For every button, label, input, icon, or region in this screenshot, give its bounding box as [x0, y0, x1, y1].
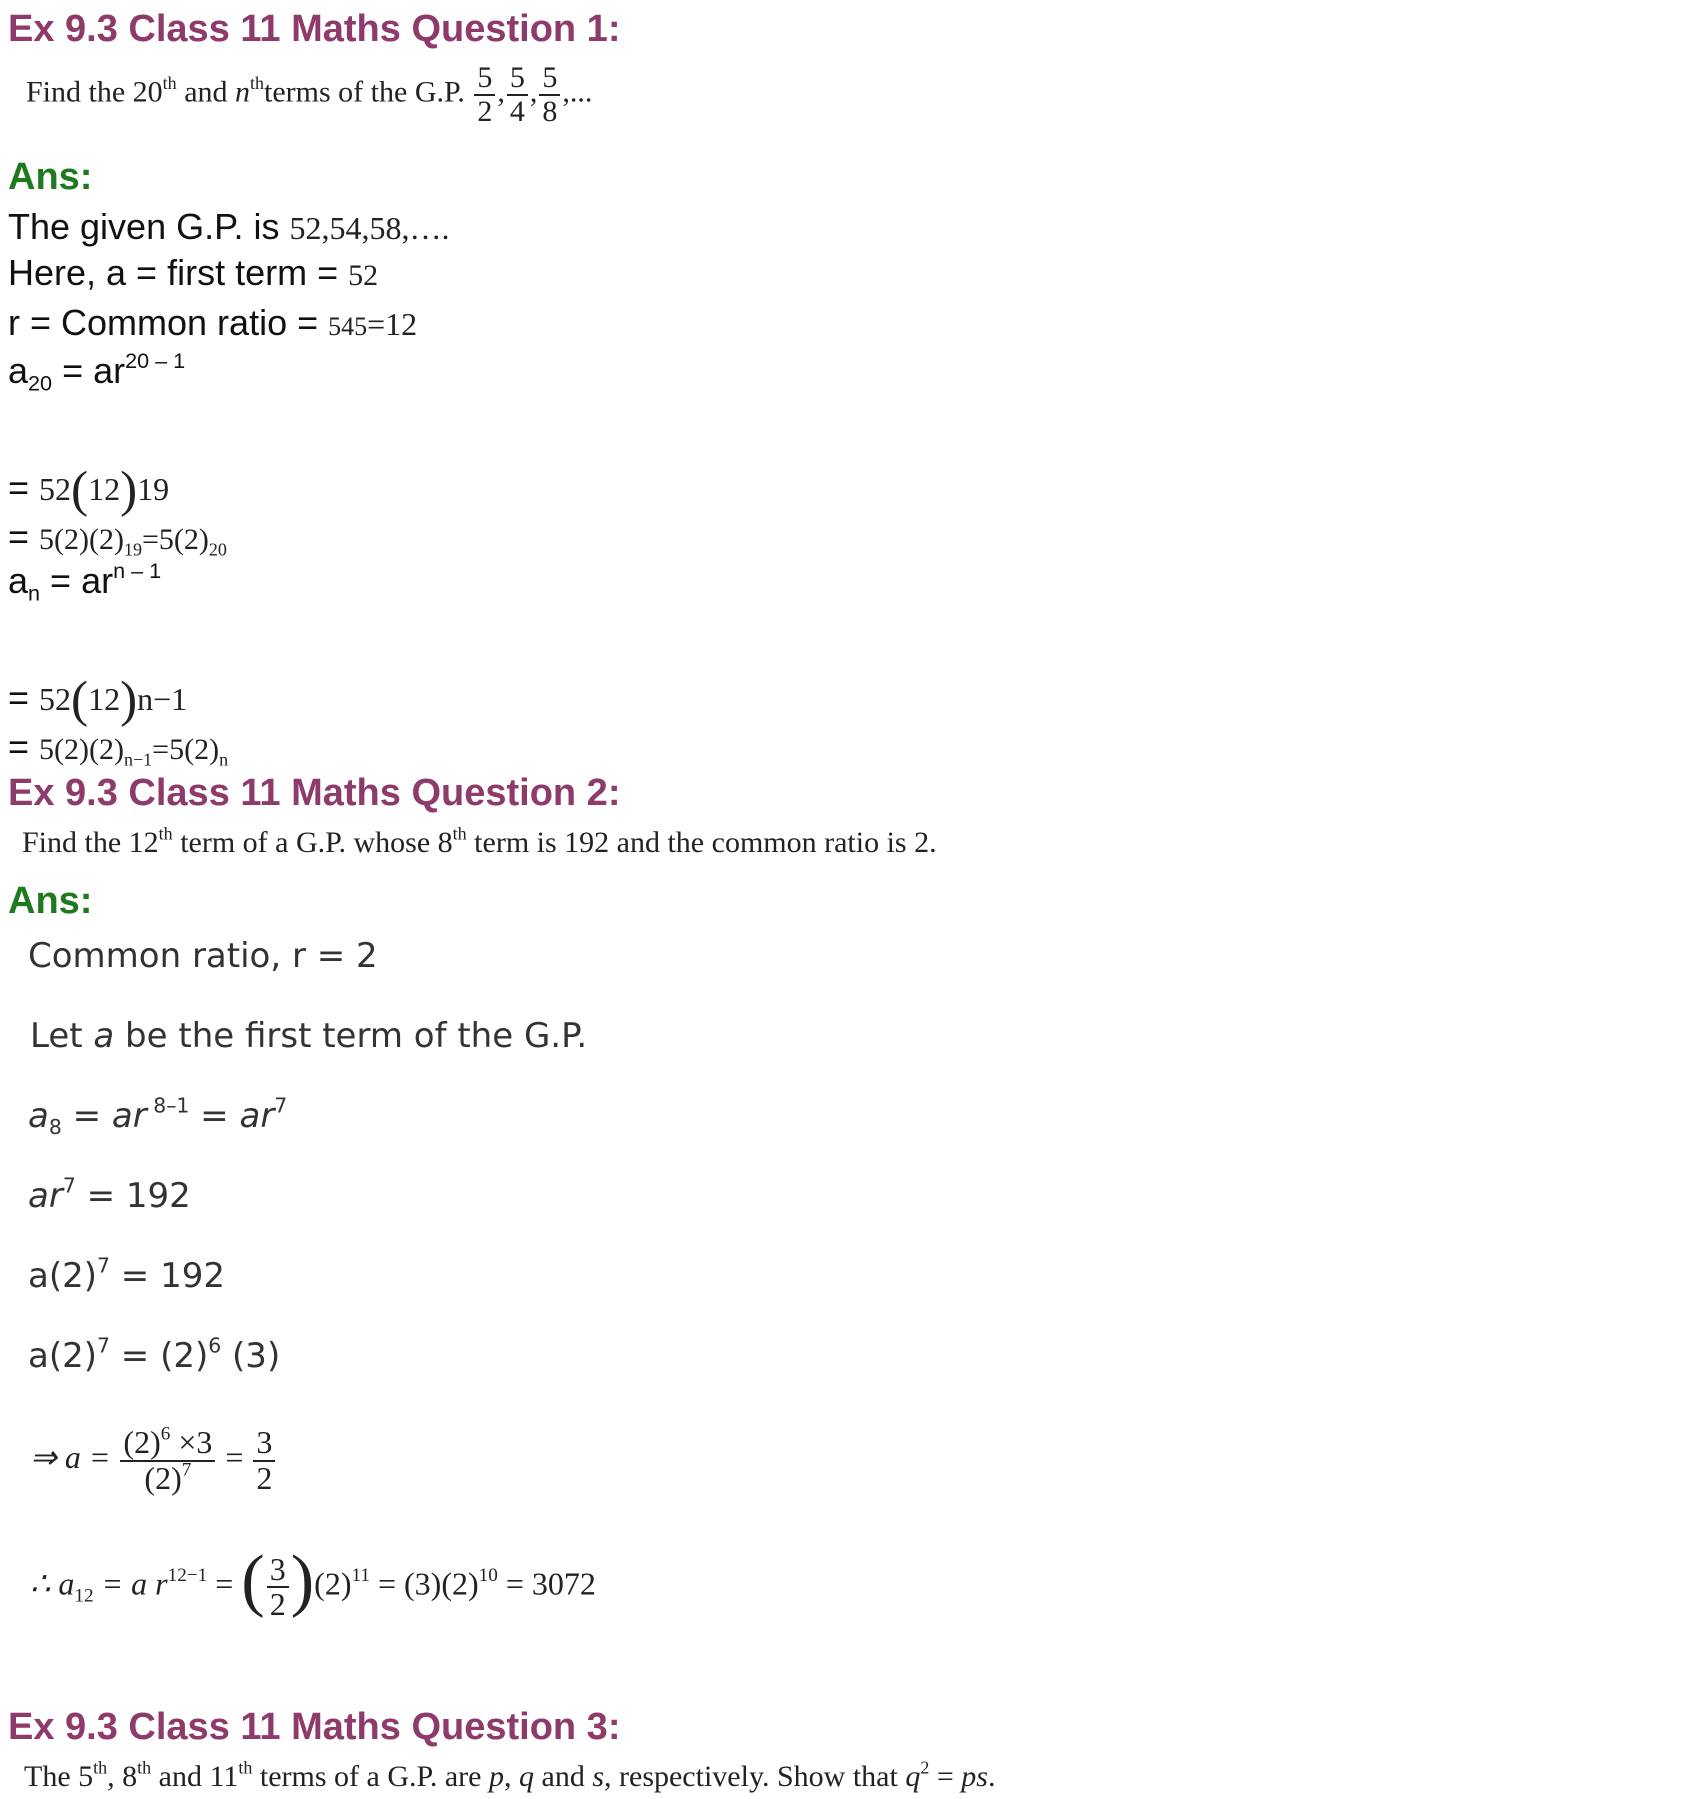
line-math: $5(2)(2)_{n-1}=5(2)_n$: [39, 733, 229, 770]
answer-2-line-5: [28, 1253, 225, 1296]
line-math: $5(2)(2)_{19}=5(2)_{20}$: [39, 523, 227, 560]
q3-text-part: =: [929, 1760, 962, 1793]
question-3-heading: Ex 9.3 Class 11 Maths Question 3:: [8, 1706, 621, 1748]
line-text: a(2): [28, 1336, 97, 1376]
line-sup: 20 – 1: [125, 347, 186, 373]
q1-sup: th: [162, 72, 177, 93]
q3-sup: th: [137, 1757, 152, 1778]
line-math: 52(12)n−1: [39, 671, 188, 728]
q3-text-part: , 8: [107, 1760, 138, 1793]
q1-tail: ,...: [562, 75, 593, 109]
q1-sep: ,: [497, 75, 505, 109]
q3-text-part: .: [987, 1760, 996, 1793]
line-math: =12: [367, 306, 418, 342]
answer-label-1: Ans:: [8, 156, 93, 198]
line-text: =: [217, 1438, 252, 1475]
line-text: =: [207, 1565, 242, 1602]
line-text: a(2): [28, 1256, 97, 1296]
close-paren: ): [290, 1541, 315, 1619]
line-math: 52,54,58,….: [289, 210, 450, 246]
line-math: 52(12)19: [39, 461, 170, 518]
line-math: 545: [328, 312, 368, 341]
line-sup: 7: [274, 1093, 288, 1118]
line-sup: 8–1: [146, 1093, 190, 1118]
answer-2-line-2: [30, 1016, 587, 1056]
q2-sup: th: [452, 823, 467, 844]
line-text: =: [8, 726, 40, 767]
answer-2-line-4: [28, 1173, 191, 1216]
answer-2-line-1: Common ratio, r = 2: [28, 936, 378, 976]
line-sup: n – 1: [113, 557, 162, 583]
line-text: =: [8, 676, 40, 718]
line-text: = 3072: [497, 1565, 596, 1602]
q3-sup: 2: [920, 1757, 930, 1778]
line-text: a: [8, 350, 29, 391]
line-text: The given G.P. is: [8, 206, 290, 247]
line-text: r = Common ratio =: [8, 302, 329, 343]
line-sup: 11: [351, 1565, 370, 1587]
q3-sup: th: [238, 1757, 253, 1778]
answer-1-line-4: [8, 347, 186, 396]
answer-1-line-9: [8, 726, 228, 768]
q2-text-part: Find the 12: [22, 826, 159, 859]
q1-var-n: n: [235, 75, 251, 109]
q2-text-part: term is 192 and the common ratio is 2.: [466, 826, 937, 859]
q1-text-part: terms of the G.P.: [264, 75, 473, 109]
answer-1-line-1: [8, 206, 449, 248]
line-text: = 192: [75, 1176, 191, 1216]
line-sup: 6: [208, 1333, 222, 1358]
q3-var: ps: [961, 1760, 988, 1793]
line-text: =: [8, 516, 40, 557]
q2-sup: th: [158, 823, 173, 844]
gp-fraction-1: $\frac{5}{2}$: [474, 62, 495, 127]
line-sub: 20: [28, 370, 53, 396]
question-1-text: [26, 62, 592, 127]
line-text: = (3)(2): [369, 1565, 479, 1602]
line-text: = ar: [61, 1096, 147, 1136]
q3-var: s: [592, 1760, 605, 1793]
line-text: be the first term of the G.P.: [114, 1016, 588, 1056]
fraction-a: $\frac{(2)^6 \times 3}{(2)^7}$: [120, 1426, 215, 1495]
q1-sep: ,: [529, 75, 538, 109]
line-text: ⇒ a =: [30, 1438, 119, 1475]
line-sub: n: [28, 580, 41, 606]
line-sup: 7: [97, 1333, 110, 1358]
answer-2-line-7: [30, 1423, 277, 1496]
line-text: = 192: [109, 1256, 225, 1296]
line-text: =: [8, 466, 40, 508]
question-2-heading: Ex 9.3 Class 11 Maths Question 2:: [8, 772, 621, 814]
line-text: = ar: [189, 1096, 275, 1136]
q3-var: p: [489, 1760, 504, 1793]
q3-text-part: The 5: [24, 1760, 94, 1793]
line-var: a: [28, 1096, 49, 1136]
line-text: a: [8, 560, 29, 601]
q3-text-part: terms of a G.P. are: [252, 1760, 489, 1793]
q1-sup: th: [250, 72, 265, 93]
line-sup: 7: [97, 1253, 110, 1278]
q3-text-part: , respectively. Show that: [604, 1760, 906, 1793]
line-text: = ar: [40, 560, 114, 601]
open-paren: (: [241, 1541, 265, 1619]
fraction-three-halves: $\frac{3}{2}$: [267, 1553, 289, 1622]
q1-text-part: and: [176, 75, 236, 109]
line-text: = a r: [93, 1565, 168, 1602]
answer-1-line-2: [8, 252, 378, 294]
line-text: ∴ a: [30, 1565, 75, 1602]
gp-fraction-2: $\frac{5}{4}$: [507, 62, 528, 127]
question-3-text: [24, 1757, 996, 1794]
answer-1-line-8: [8, 670, 187, 729]
q3-text-part: and 11: [151, 1760, 239, 1793]
question-2-text: [22, 823, 937, 860]
line-text: (3): [221, 1336, 281, 1376]
q3-text-part: and: [534, 1760, 593, 1793]
answer-2-line-6: [28, 1333, 281, 1376]
line-text: = ar: [52, 350, 126, 391]
question-1-heading: Ex 9.3 Class 11 Maths Question 1:: [8, 8, 621, 50]
q2-text-part: term of a G.P. whose 8: [172, 826, 453, 859]
line-sup: 12−1: [167, 1565, 208, 1587]
line-text: Let: [30, 1016, 94, 1056]
line-text: Here, a = first term =: [8, 252, 349, 293]
answer-2-line-3: [28, 1093, 288, 1140]
answer-1-line-5: [8, 460, 169, 519]
answer-1-line-3: [8, 302, 417, 344]
answer-1-line-6: [8, 516, 227, 558]
answer-1-line-7: [8, 557, 162, 606]
answer-2-line-8: [30, 1540, 596, 1622]
q3-var: q: [905, 1760, 921, 1793]
line-text: = (2): [109, 1336, 209, 1376]
q3-var: q: [519, 1760, 534, 1793]
line-sub: 8: [48, 1115, 62, 1140]
line-var: a: [93, 1016, 115, 1056]
fraction-result: $\frac{3}{2}$: [253, 1426, 275, 1495]
line-sup: 10: [478, 1565, 498, 1587]
answer-label-2: Ans:: [8, 880, 93, 922]
q1-text-part: Find the 20: [26, 75, 163, 109]
line-sup: 7: [62, 1173, 76, 1198]
gp-fraction-3: $\frac{5}{8}$: [539, 62, 560, 127]
q3-sup: th: [93, 1757, 108, 1778]
line-text: (2): [314, 1565, 352, 1602]
line-math: 52: [348, 259, 379, 292]
q3-text-part: ,: [504, 1760, 519, 1793]
line-sub: 12: [74, 1585, 94, 1607]
line-var: ar: [28, 1176, 63, 1216]
